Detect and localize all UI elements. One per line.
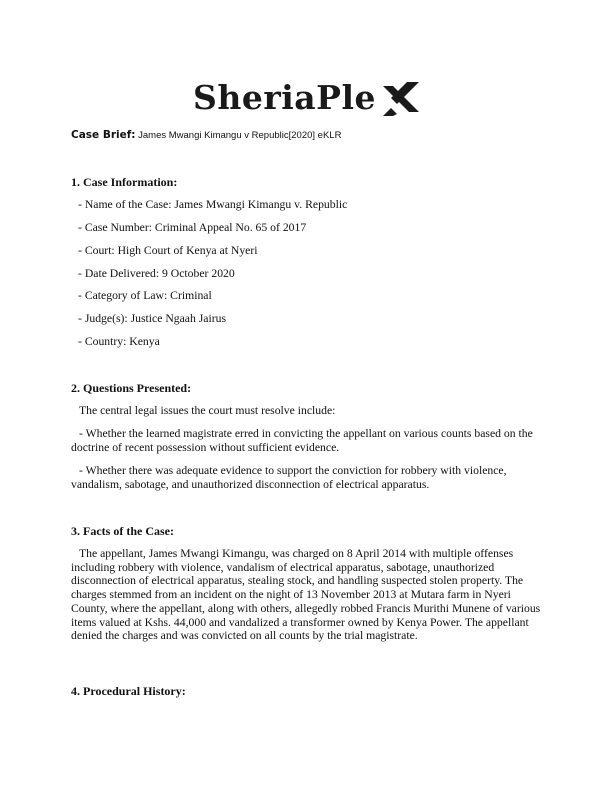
case-information-heading: 1. Case Information: <box>71 175 178 189</box>
procedural-history-heading: 4. Procedural History: <box>71 684 186 698</box>
case-brief-label: Case Brief: <box>71 129 136 141</box>
question-item: - Whether the learned magistrate erred in convicting the appellant on various counts based on the doctrine of recent possession without sufficient evidence. <box>71 427 533 454</box>
case-info-item: - Court: High Court of Kenya at Nyeri <box>78 244 258 257</box>
questions-intro: The central legal issues the court must resolve include: <box>79 404 336 417</box>
questions-presented-heading: 2. Questions Presented: <box>71 381 192 395</box>
case-info-item: - Date Delivered: 9 October 2020 <box>78 267 235 280</box>
case-info-item: - Case Number: Criminal Appeal No. 65 of 2017 <box>78 221 307 234</box>
case-info-item: - Country: Kenya <box>78 335 160 348</box>
case-info-item: - Name of the Case: James Mwangi Kimangu v. Republic <box>78 198 348 211</box>
case-brief-line <box>71 128 341 143</box>
sheriaplex-logo <box>193 76 423 122</box>
question-item: - Whether there was adequate evidence to support the conviction for robbery with violence, vandalism, sabotage, and unauthorized disconnection of electrical apparatus. <box>71 464 507 491</box>
logo-wordmark: SheriaPle <box>193 78 376 117</box>
x-mark-icon <box>381 78 421 118</box>
facts-paragraph: The appellant, James Mwangi Kimangu, was charged on 8 April 2014 with multiple offenses including robbery with violence, vandalism of electrical apparatus, sabotage, unauthorized disconnection of electrical apparatus, stealing stock, and handling suspected stolen property. The charges stemmed from an incident on the night of 13 November 2013 at Mutara farm in Nyeri County, where the appellant, along with others, allegedly robbed Francis Murithi Munene of various items valued at Kshs. 44,000 and vandalized a transformer owned by Kenya Power. The appellant denied the charges and was convicted on all counts by the trial magistrate. <box>71 547 541 643</box>
case-info-item: - Category of Law: Criminal <box>78 289 212 302</box>
case-info-item: - Judge(s): Justice Ngaah Jairus <box>78 312 227 325</box>
case-brief-title: James Mwangi Kimangu v Republic[2020] eKLR <box>138 130 342 141</box>
facts-heading: 3. Facts of the Case: <box>71 524 174 538</box>
